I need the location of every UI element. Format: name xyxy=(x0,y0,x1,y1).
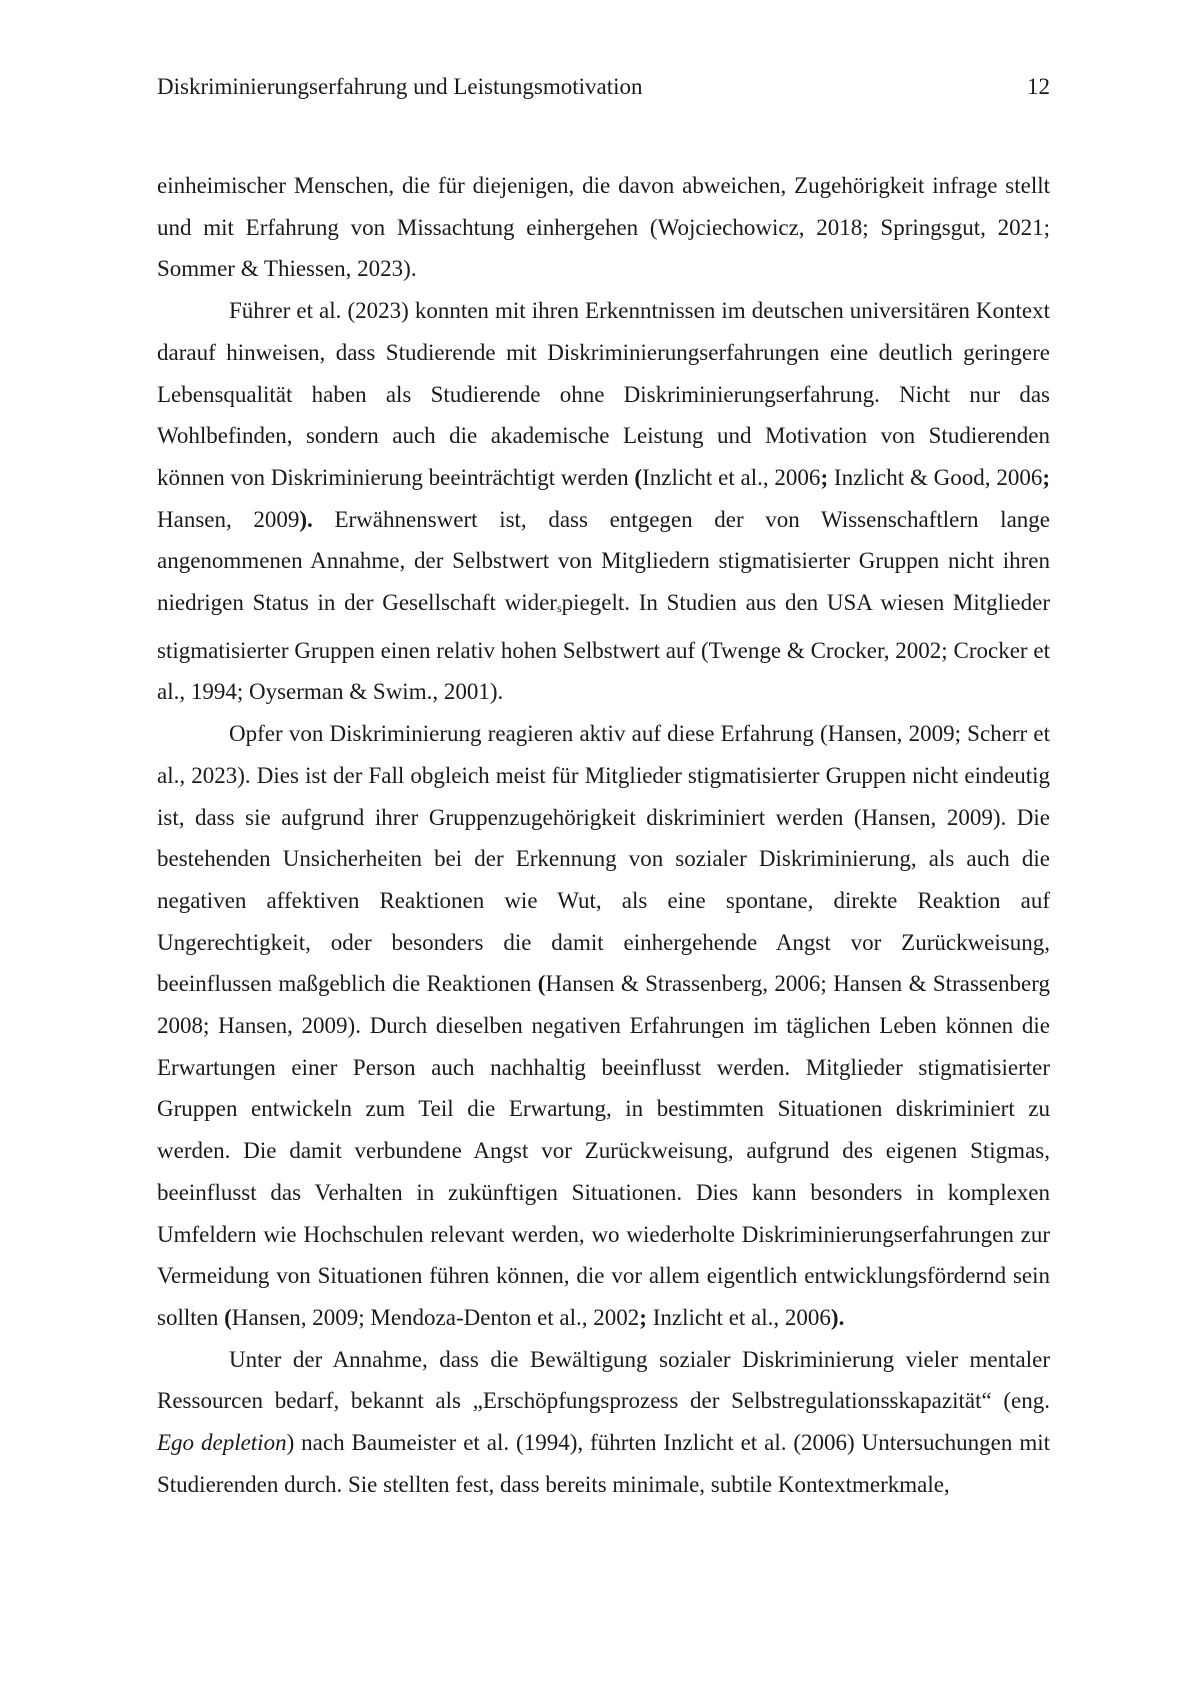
text-segment: Inzlicht et al., 2006 xyxy=(642,464,821,490)
page-number: 12 xyxy=(1027,74,1050,99)
body-paragraph xyxy=(157,713,1050,1339)
body-paragraph xyxy=(157,165,1050,290)
text-segment: Hansen, 2009; Mendoza-Denton et al., 2002 xyxy=(231,1304,640,1330)
text-segment: ; xyxy=(1042,464,1050,490)
text-segment: einheimischer Menschen, die für diejenigen, die davon abweichen, Zugehörigkeit infrage stellt und mit Erfahrung von Missachtung einhergehen (Wojciechowicz, 2018; Springsgut, 2021; Sommer & Thiessen, 2023). xyxy=(157,173,1050,282)
text-segment: ; xyxy=(820,464,829,490)
text-segment: Hansen & Strassenberg, 2006; Hansen & Strassenberg 2008; Hansen, 2009). Durch dieselben negativen Erfahrungen im täglichen Leben können die Erwartungen einer Person auch nachhaltig beeinflusst werden. Mitglieder stigmatisierter Gruppen entwickeln zum Teil die Erwartung, in bestimmten Situationen diskriminiert zu werden. Die damit verbundene Angst vor Zurückweisung, aufgrund des eigenen Stigmas, beeinflusst das Verhalten in zukünftigen Situationen. Dies kann besonders in komplexen Umfeldern wie Hochschulen relevant werden, wo wiederholte Diskriminierungserfahrungen zur Vermeidung von Situationen führen können, die vor allem eigentlich entwicklungsfördernd sein sollten xyxy=(157,971,1051,1330)
text-segment: piegelt. In Studien aus den USA wiesen Mitglieder stigmatisierter Gruppen einen relativ hohen Selbstwert auf (Twenge & Crocker, 2002; Crocker et al., 1994; Oyserman & Swim., 2001). xyxy=(157,590,1050,705)
text-segment: ) nach Baumeister et al. (1994), führten Inzlicht et al. (2006) Untersuchungen mit Studierenden durch. Sie stellten fest, dass bereits minimale, subtile Kontextmerkmale, xyxy=(157,1430,1050,1497)
text-segment: ; xyxy=(639,1304,647,1330)
body-text xyxy=(157,165,1050,1506)
text-segment: ( xyxy=(537,971,546,997)
text-segment: Inzlicht et al., 2006 xyxy=(646,1304,831,1330)
text-segment: ). xyxy=(830,1304,845,1330)
text-segment: ( xyxy=(224,1304,232,1330)
text-segment: Unter der Annahme, dass die Bewältigung sozialer Diskriminierung vieler mentaler Ressourcen bedarf, bekannt als „Erschöpfungsprozess der Selbstregulationsskapazität“ (eng. xyxy=(157,1346,1050,1414)
running-title: Diskriminierungserfahrung und Leistungsmotivation xyxy=(157,74,643,99)
text-segment: Ego depletion xyxy=(157,1430,287,1456)
text-segment: ). xyxy=(299,506,313,532)
text-segment: Inzlicht & Good, 2006 xyxy=(828,464,1043,490)
body-paragraph xyxy=(157,290,1050,713)
text-segment: s xyxy=(556,601,562,616)
text-segment: Führer et al. (2023) konnten mit ihren Erkenntnissen im deutschen universitären Kontext darauf hinweisen, dass Studierende mit Diskriminierungserfahrungen eine deutlich geringere Lebensqualität haben als Studierende ohne Diskriminierungserfahrung. Nicht nur das Wohlbefinden, sondern auch die akademische Leistung und Motivation von Studierenden können von Diskriminierung beeinträchtigt werden xyxy=(157,298,1050,490)
body-paragraph xyxy=(157,1339,1050,1506)
text-segment: Opfer von Diskriminierung reagieren aktiv auf diese Erfahrung (Hansen, 2009; Scherr et al., 2023). Dies ist der Fall obgleich meist für Mitglieder stigmatisierter Gruppen nicht eindeutig ist, dass sie aufgrund ihrer Gruppenzugehörigkeit diskriminiert werden (Hansen, 2009). Die bestehenden Unsicherheiten bei der Erkennung von sozialer Diskriminierung, als auch die negativen affektiven Reaktionen wie Wut, als eine spontane, direkte Reaktion auf Ungerechtigkeit, oder besonders die damit einhergehende Angst vor Zurückweisung, beeinflussen maßgeblich die Reaktionen xyxy=(157,721,1050,997)
text-segment: Hansen, 2009 xyxy=(157,506,300,532)
text-segment: ( xyxy=(634,464,643,490)
text-segment: Erwähnenswert ist, dass entgegen der von Wissenschaftlern lange angenommenen Annahme, der Selbstwert von Mitgliedern stigmatisierter Gruppen nicht ihren niedrigen Status in der Gesellschaft wider xyxy=(157,506,1050,616)
